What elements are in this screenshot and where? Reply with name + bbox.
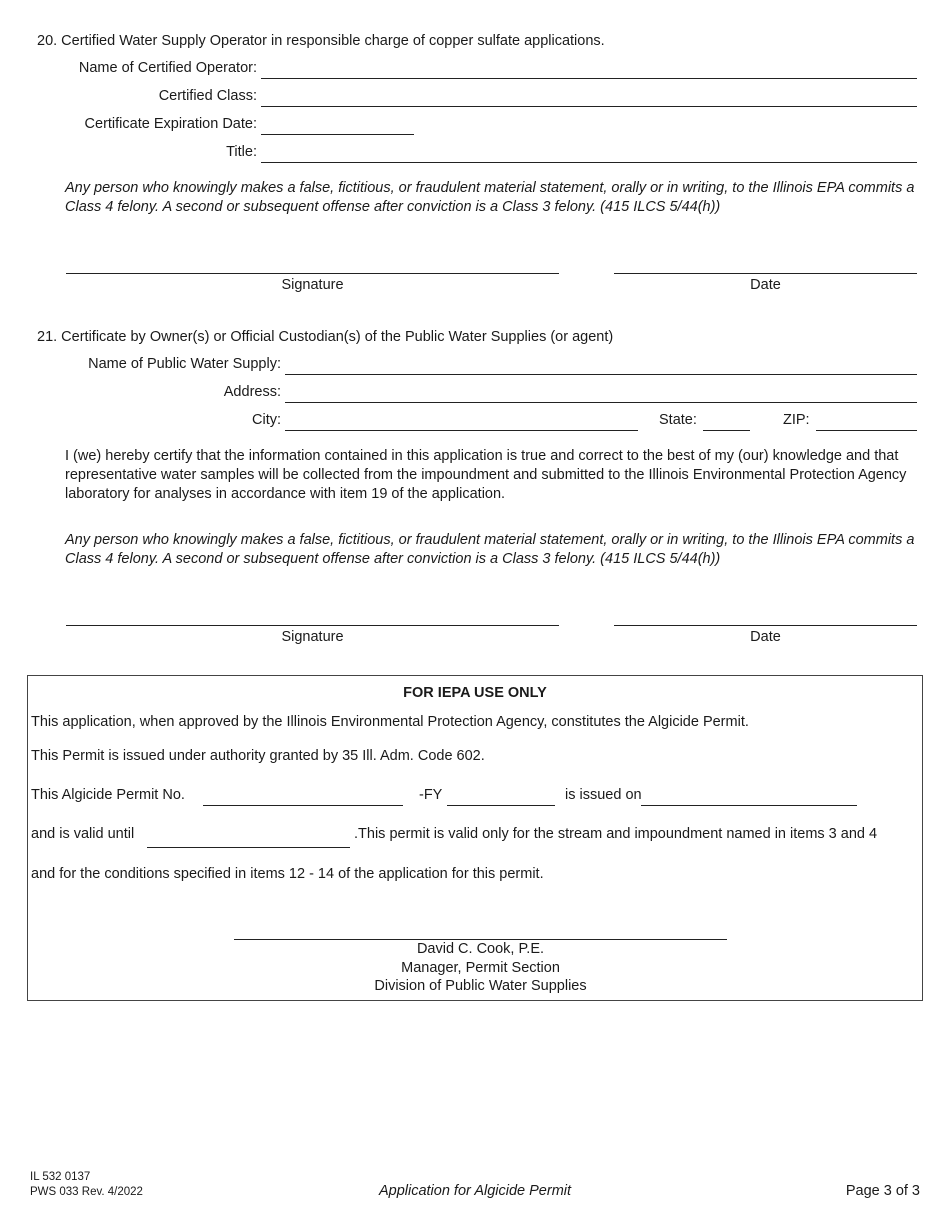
zip-label: ZIP: [783, 412, 810, 428]
title-field[interactable] [261, 144, 917, 163]
form-revision: PWS 033 Rev. 4/2022 [30, 1186, 143, 1198]
date-label: Date [750, 277, 781, 293]
iepa-box-title: FOR IEPA USE ONLY [403, 685, 547, 701]
approval-statement: This application, when approved by the Illinois Environmental Protection Agency, constitutes the Algicide Permit. [31, 714, 749, 730]
valid-until-field[interactable] [147, 829, 350, 848]
address-field[interactable] [285, 384, 917, 403]
state-field[interactable] [703, 412, 750, 431]
felony-warning: Any person who knowingly makes a false, fictitious, or fraudulent material statement, orally or in writing, to the Illinois EPA commits a Class 4 felony. A second or subsequent offense after conviction is a Class 3 felony. (415 ILCS 5/44(h)) [65, 180, 915, 215]
section-21-heading: 21. Certificate by Owner(s) or Official Custodian(s) of the Public Water Supplies (or agent) [37, 329, 614, 345]
section-20-heading: 20. Certified Water Supply Operator in responsible charge of copper sulfate applications. [37, 33, 605, 49]
address-label: Address: [223, 384, 281, 400]
form-id: IL 532 0137 [30, 1171, 91, 1183]
expiration-date-field[interactable] [261, 116, 414, 135]
valid-until-label: and is valid until [31, 826, 135, 842]
permit-number-label: This Algicide Permit No. [31, 787, 185, 803]
iepa-use-only-box [27, 675, 923, 1001]
form-title: Application for Algicide Permit [378, 1183, 572, 1199]
fiscal-year-field[interactable] [447, 787, 555, 806]
signer-division: Division of Public Water Supplies [374, 978, 587, 994]
date-line[interactable] [614, 273, 917, 274]
operator-name-label: Name of Certified Operator: [78, 60, 257, 76]
signature-line[interactable] [66, 273, 559, 274]
certified-class-label: Certified Class: [158, 88, 257, 104]
fy-label: -FY [419, 787, 443, 803]
conditions-statement: and for the conditions specified in items 12 - 14 of the application for this permit. [31, 866, 544, 882]
title-label: Title: [226, 144, 257, 160]
signature-label: Signature [281, 629, 344, 645]
page-number: Page 3 of 3 [845, 1183, 920, 1199]
date-line[interactable] [614, 625, 917, 626]
signature-label: Signature [281, 277, 344, 293]
certified-class-field[interactable] [261, 88, 917, 107]
city-field[interactable] [285, 412, 638, 431]
issued-on-label: is issued on [565, 787, 642, 803]
supply-name-label: Name of Public Water Supply: [88, 356, 281, 372]
state-label: State: [659, 412, 697, 428]
signer-title: Manager, Permit Section [401, 960, 560, 976]
validity-statement: .This permit is valid only for the stream and impoundment named in items 3 and 4 [354, 826, 878, 842]
expiration-date-label: Certificate Expiration Date: [84, 116, 257, 132]
date-label: Date [750, 629, 781, 645]
certification-statement: I (we) hereby certify that the information contained in this application is true and correct to the best of my (our) knowledge and that representative water samples will be collected from the impoundment and submitted to the Illinois Environmental Protection Agency laboratory for analyses in accordance with item 19 of the application. [65, 448, 907, 502]
felony-warning: Any person who knowingly makes a false, fictitious, or fraudulent material statement, orally or in writing, to the Illinois EPA commits a Class 4 felony. A second or subsequent offense after conviction is a Class 3 felony. (415 ILCS 5/44(h)) [65, 532, 915, 567]
manager-signature-line[interactable] [234, 939, 727, 940]
operator-name-field[interactable] [261, 60, 917, 79]
permit-number-field[interactable] [203, 787, 403, 806]
issued-date-field[interactable] [641, 787, 857, 806]
signature-line[interactable] [66, 625, 559, 626]
supply-name-field[interactable] [285, 356, 917, 375]
zip-field[interactable] [816, 412, 917, 431]
authority-statement: This Permit is issued under authority granted by 35 Ill. Adm. Code 602. [31, 748, 485, 764]
signer-name: David C. Cook, P.E. [416, 941, 545, 957]
city-label: City: [252, 412, 281, 428]
